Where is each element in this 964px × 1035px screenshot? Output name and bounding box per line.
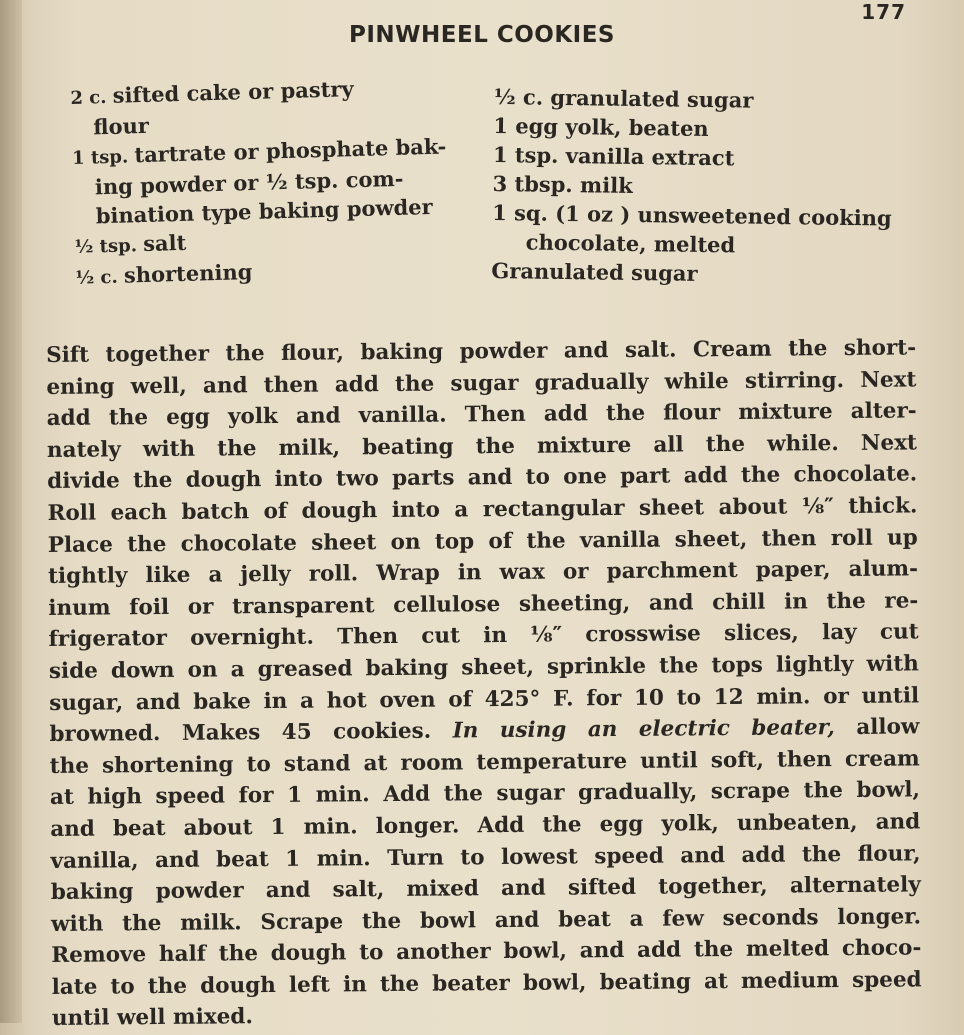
method-line: baking powder and salt, mixed and sifted together, alternately <box>50 872 921 906</box>
page-number: 177 <box>861 0 906 24</box>
ingredient-line: 3 tbsp. milk <box>492 170 633 198</box>
method-paragraph <box>46 332 922 1035</box>
method-line: frigerator overnight. Then cut in ⅛″ crosswise slices, lay cut <box>48 619 919 653</box>
method-line: sugar, and bake in a hot oven of 425° F. for 10 to 12 min. or until <box>49 682 920 716</box>
ingredient-amount: 2 c. <box>70 86 114 109</box>
method-line: at high speed for 1 min. Add the sugar gradually, scrape the bowl, <box>49 777 921 811</box>
ingredient-text: flour <box>92 112 150 140</box>
method-line: side down on a greased baking sheet, sprinkle the tops lightly with <box>48 651 919 684</box>
method-line: Roll each batch of dough into a rectangular sheet about ⅛″ thick. <box>47 493 918 526</box>
ingredient-line: chocolate, melted <box>525 229 736 258</box>
method-line: nately with the milk, beating the mixture all the while. Next <box>46 430 918 463</box>
ingredient-text: shortening <box>123 258 253 288</box>
ingredient-line: 1 sq. (1 oz ) unsweetened cooking <box>492 199 892 231</box>
ingredient-line: Granulated sugar <box>491 257 698 286</box>
recipe-title: PINWHEEL COOKIES <box>348 22 615 48</box>
ingredient-amount: ½ tsp. <box>74 235 144 258</box>
method-line: ening well, and then add the sugar gradually while stirring. Next <box>46 367 917 400</box>
method-text: allow <box>834 714 920 741</box>
method-line: the shortening to stand at room temperature until soft, then cream <box>49 746 920 779</box>
method-line: Sift together the flour, baking powder and salt. Cream the short- <box>46 335 917 368</box>
method-line: Remove half the dough to another bowl, and add the melted choco- <box>51 935 922 969</box>
ingredient-text: bination type baking powder <box>95 193 433 229</box>
ingredient-text: salt <box>142 229 187 257</box>
method-line: with the milk. Scrape the bowl and beat a few seconds longer. <box>50 904 922 937</box>
ingredient-amount: 1 tsp. <box>71 146 135 169</box>
method-line: tightly like a jelly roll. Wrap in wax or parchment paper, alum- <box>47 556 919 590</box>
method-line: divide the dough into two parts and to one part add the chocolate. <box>47 461 918 495</box>
method-text: browned. Makes 45 cookies. <box>49 718 453 748</box>
method-italic-note: In using an electric beater, <box>452 715 835 744</box>
ingredients-left-column <box>70 70 496 293</box>
ingredient-amount: ½ c. <box>75 266 125 289</box>
method-line: and beat about 1 min. longer. Add the egg yolk, unbeaten, and <box>50 809 921 842</box>
method-line: add the egg yolk and vanilla. Then add the flour mixture alter- <box>46 398 917 432</box>
book-spine-shadow <box>0 0 22 1023</box>
ingredient-text: ing powder or ½ tsp. com- <box>94 165 404 200</box>
ingredient-line: 1 egg yolk, beaten <box>493 112 709 142</box>
ingredients-list <box>70 76 930 307</box>
method-line: late to the dough left in the beater bowl, beating at medium speed <box>51 967 922 1000</box>
method-line: Place the chocolate sheet on top of the vanilla sheet, then roll up <box>47 524 918 558</box>
ingredient-text: sifted cake or pastry <box>112 76 354 108</box>
method-line: inum foil or transparent cellulose sheeting, and chill in the re- <box>48 588 919 621</box>
ingredient-line: 1 tsp. vanilla extract <box>492 141 735 171</box>
ingredients-right-column <box>491 82 934 291</box>
ingredient-line: ½ c. granulated sugar <box>493 83 754 113</box>
method-line: vanilla, and beat 1 min. Turn to lowest speed and add the flour, <box>50 840 921 874</box>
method-line: until well mixed. <box>51 1004 253 1032</box>
ingredient-text: tartrate or phosphate bak- <box>134 133 447 168</box>
